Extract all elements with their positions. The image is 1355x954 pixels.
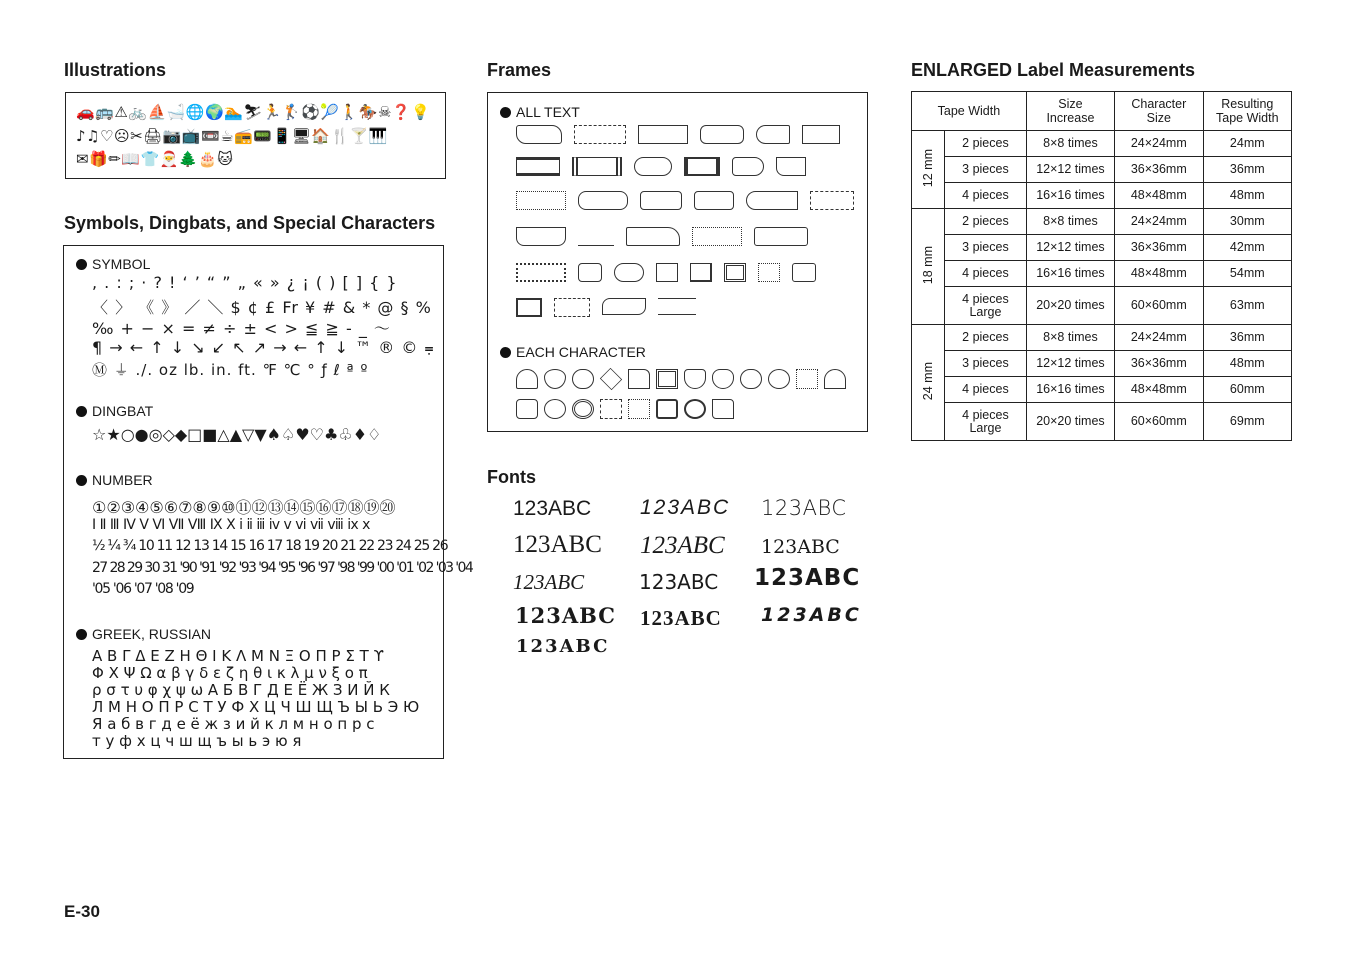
char-frame-sample (600, 368, 622, 390)
frame-row-2 (516, 157, 806, 176)
frame-sample (554, 298, 590, 317)
table-cell: 48mm (1203, 183, 1291, 209)
table-row (912, 157, 1292, 183)
symbol-line-2: 〈 〉 《 》 ／ ＼ $ ¢ £ Fr ¥ # & * @ § % (92, 298, 432, 317)
frame-sample (732, 157, 764, 176)
frame-sample (602, 298, 646, 315)
greek-subheading (76, 626, 211, 642)
frame-sample (746, 191, 798, 210)
frame-sample (578, 263, 602, 282)
frame-sample (614, 263, 644, 282)
char-frame-sample (516, 399, 538, 419)
table-cell: 12×12 times (1026, 351, 1114, 377)
symbol-line-3: ‰ + − × = ≠ ÷ ± < > ≦ ≧ - _ ～ (92, 319, 391, 338)
bullet-icon (500, 347, 511, 358)
char-frame-sample (544, 369, 566, 389)
table-header-row (912, 92, 1292, 131)
table-cell: 8×8 times (1026, 325, 1114, 351)
table-cell: 24×24mm (1115, 325, 1204, 351)
frame-sample (516, 191, 566, 210)
dingbat-label: DINGBAT (92, 403, 154, 419)
illustrations-title: Illustrations (64, 60, 167, 80)
frame-sample (802, 125, 840, 144)
greek-line-3: ρ σ τ υ φ χ ψ ω А Б В Г Д Е Ё Ж З И Й К (92, 681, 390, 699)
table-cell: 60×60mm (1115, 403, 1204, 441)
table-cell: 20×20 times (1026, 403, 1114, 441)
symbol-subheading (76, 256, 150, 272)
bullet-icon (76, 475, 87, 486)
greek-line-2: Φ Χ Ψ Ω α β γ δ ε ζ η θ ι κ λ μ ν ξ ο π (92, 664, 368, 682)
table-cell: 4 pieces (945, 183, 1027, 209)
header-size-increase: Size Increase (1026, 92, 1114, 131)
symbols-title: Symbols, Dingbats, and Special Characters (64, 213, 436, 233)
font-sample-11: 123ABC (640, 606, 722, 630)
each-char-label: EACH CHARACTER (516, 344, 646, 360)
char-frame-sample (712, 369, 734, 389)
char-frame-sample (572, 399, 594, 419)
symbol-line-5: Ⓜ ⏚ ./. oz lb. in. ft. ℉ ℃ ° ƒ ℓ ª º (92, 361, 369, 379)
frame-sample (776, 157, 806, 176)
frame-sample (578, 191, 628, 210)
frame-sample (574, 125, 626, 144)
table-cell: 24×24mm (1115, 209, 1204, 235)
char-frame-sample (796, 369, 818, 389)
measurements-title: ENLARGED Label Measurements (911, 60, 1196, 80)
frame-row-6 (516, 298, 696, 317)
table-cell: 2 pieces (945, 131, 1027, 157)
char-frame-sample (628, 399, 650, 419)
table-cell: 48mm (1203, 351, 1291, 377)
illustrations-line-3: ✉🎁✏📖👕🎅🌲🎂🐱 (76, 150, 234, 168)
table-cell: 36×36mm (1115, 235, 1204, 261)
frame-sample (754, 227, 808, 246)
table-cell: 4 pieces (945, 261, 1027, 287)
frame-sample (572, 157, 622, 176)
symbol-label: SYMBOL (92, 256, 151, 272)
greek-line-5: Я а б в г д е ё ж з и й к л м н о п р с (92, 715, 375, 733)
frame-sample (810, 191, 854, 210)
table-cell: 54mm (1203, 261, 1291, 287)
symbol-line-1: , . : ; · ? ! ‘ ’ “ ” „ « » ¿ ¡ ( ) [ ] { } (92, 273, 398, 292)
dingbat-line-1: ☆★○●◎◇◆□■△▲▽▼♠♤♥♡♣♧♦♢ (92, 425, 382, 444)
frame-sample (640, 191, 682, 210)
char-frame-sample (768, 369, 790, 389)
font-sample-2: 123ABC (640, 496, 731, 519)
table-cell: 16×16 times (1026, 183, 1114, 209)
char-frame-sample (516, 369, 538, 389)
bullet-icon (76, 259, 87, 270)
frame-sample (700, 125, 744, 144)
frame-sample (516, 227, 566, 246)
number-label: NUMBER (92, 472, 153, 488)
illustrations-line-1: 🚗🚌⚠🚲⛵🛁🌐🌍🏊⛷🏃🏌⚽🎾🚶🏇☠❓💡 (76, 103, 431, 121)
frame-sample (638, 125, 688, 144)
table-row (912, 287, 1292, 325)
number-line-1: ①②③④⑤⑥⑦⑧⑨⑩⑪⑫⑬⑭⑮⑯⑰⑱⑲⑳ (92, 498, 396, 517)
char-frame-sample (628, 369, 650, 389)
char-frame-sample (600, 399, 622, 419)
frame-sample (516, 125, 562, 144)
group-width-cell (912, 209, 945, 325)
table-row (912, 183, 1292, 209)
greek-line-4: Л М Н О П Р С Т У Ф Х Ц Ч Ш Щ Ъ Ы Ь Э Ю (92, 698, 420, 716)
page-number: E-30 (64, 902, 100, 921)
font-sample-7: 123ABC (513, 570, 585, 594)
char-frame-sample (544, 399, 566, 419)
frame-sample (684, 157, 720, 176)
table-cell: 3 pieces (945, 157, 1027, 183)
char-frame-sample (684, 399, 706, 419)
illustrations-line-2: ♪♫♡☹✂🖨📷📺📼☕📻📟📱🖥🏠🍴🍸🎹 (76, 127, 388, 145)
font-sample-9: 123ABC (754, 565, 861, 591)
frame-row-3 (516, 191, 854, 210)
frame-sample (756, 125, 790, 144)
font-sample-10: 123ABC (515, 603, 616, 628)
frame-sample (758, 263, 780, 282)
table-row (912, 235, 1292, 261)
char-frame-sample (712, 399, 734, 419)
frame-sample (792, 263, 816, 282)
frame-sample (634, 157, 672, 176)
table-cell: 30mm (1203, 209, 1291, 235)
table-cell: 24mm (1203, 131, 1291, 157)
header-character-size: Character Size (1115, 92, 1204, 131)
number-line-5: '05 '06 '07 '08 '09 (92, 581, 194, 597)
frame-sample (516, 263, 566, 282)
table-row (912, 351, 1292, 377)
char-frame-sample (656, 399, 678, 419)
table-row (912, 377, 1292, 403)
greek-line-1: Α Β Γ Δ Ε Ζ Η Θ Ι Κ Λ Μ Ν Ξ Ο Π Ρ Σ Τ ϒ (92, 647, 385, 665)
font-sample-3: 123ABC (761, 496, 847, 520)
font-sample-12: 123ABC (761, 604, 862, 626)
frame-sample (724, 263, 746, 282)
table-cell: 60×60mm (1115, 287, 1204, 325)
table-cell: 36mm (1203, 157, 1291, 183)
table-cell: 36mm (1203, 325, 1291, 351)
frames-box (487, 92, 868, 432)
greek-line-6: т у ф х ц ч ш щ ъ ы ь э ю я (92, 732, 302, 750)
font-sample-4: 123ABC (513, 531, 602, 558)
frame-row-1 (516, 125, 840, 144)
table-cell: 2 pieces (945, 325, 1027, 351)
group-width-label: 24 mm (920, 361, 935, 401)
font-sample-1: 123ABC (513, 497, 592, 520)
table-cell: 3 pieces (945, 351, 1027, 377)
frame-sample (626, 227, 680, 246)
font-sample-6: 123ABC (761, 536, 840, 558)
table-cell: 48×48mm (1115, 183, 1204, 209)
number-line-2: Ⅰ Ⅱ Ⅲ Ⅳ Ⅴ Ⅵ Ⅶ Ⅷ Ⅸ Ⅹ ⅰ ⅱ ⅲ ⅳ ⅴ ⅵ ⅶ ⅷ ⅸ ⅹ (92, 517, 370, 533)
table-cell: 24×24mm (1115, 131, 1204, 157)
table-cell: 8×8 times (1026, 131, 1114, 157)
table-row (912, 131, 1292, 157)
group-width-cell (912, 131, 945, 209)
frame-sample (516, 157, 560, 176)
table-cell: 4 pieces Large (945, 403, 1027, 441)
frame-sample (694, 191, 734, 210)
char-frame-sample (824, 369, 846, 389)
frames-title: Frames (487, 60, 552, 80)
symbol-line-4: ¶ → ← ↑ ↓ ↘ ↙ ↖ ↗ → ← ↑ ↓ ™ ® © ⩦ (92, 338, 435, 357)
table-cell: 36×36mm (1115, 351, 1204, 377)
char-frame-sample (572, 369, 594, 389)
char-frame-sample (684, 369, 706, 389)
frame-row-4 (516, 227, 808, 246)
measurements-table (911, 91, 1292, 441)
number-line-3: ½ ¼ ¾ 10 11 12 13 14 15 16 17 18 19 20 21 22 23 24 25 26 (92, 538, 448, 554)
table-cell: 12×12 times (1026, 235, 1114, 261)
illustrations-box (65, 92, 446, 179)
table-cell: 48×48mm (1115, 377, 1204, 403)
table-cell: 20×20 times (1026, 287, 1114, 325)
table-cell: 42mm (1203, 235, 1291, 261)
font-sample-8: 123ABC (639, 570, 719, 594)
number-line-4: 27 28 29 30 31 '90 '91 '92 '93 '94 '95 '96 '97 '98 '99 '00 '01 '02 '03 '04 (92, 560, 473, 576)
symbols-box (63, 245, 473, 759)
table-row (912, 209, 1292, 235)
table-cell: 48×48mm (1115, 261, 1204, 287)
char-frame-row-2 (516, 399, 734, 419)
frame-sample (578, 227, 614, 246)
frame-sample (692, 227, 742, 246)
frame-row-5 (516, 263, 816, 282)
all-text-label: ALL TEXT (516, 104, 580, 120)
table-cell: 60mm (1203, 377, 1291, 403)
all-text-subheading (500, 104, 580, 120)
char-frame-sample (740, 369, 762, 389)
frame-sample (690, 263, 712, 282)
fonts-title: Fonts (487, 467, 536, 487)
table-cell: 69mm (1203, 403, 1291, 441)
bullet-icon (76, 629, 87, 640)
group-width-label: 12 mm (920, 148, 935, 188)
table-cell: 4 pieces Large (945, 287, 1027, 325)
table-row (912, 325, 1292, 351)
table-cell: 36×36mm (1115, 157, 1204, 183)
frame-sample (656, 263, 678, 282)
greek-label: GREEK, RUSSIAN (92, 626, 212, 642)
frame-sample (658, 298, 696, 315)
table-cell: 63mm (1203, 287, 1291, 325)
bullet-icon (76, 406, 87, 417)
table-cell: 16×16 times (1026, 261, 1114, 287)
font-sample-5: 123ABC (640, 532, 725, 559)
number-subheading (76, 472, 153, 488)
group-width-label: 18 mm (920, 245, 935, 285)
table-row (912, 261, 1292, 287)
table-cell: 12×12 times (1026, 157, 1114, 183)
header-resulting-width: Resulting Tape Width (1203, 92, 1291, 131)
frame-sample (516, 298, 542, 317)
char-frame-sample (656, 369, 678, 389)
table-cell: 2 pieces (945, 209, 1027, 235)
bullet-icon (500, 107, 511, 118)
table-row (912, 403, 1292, 441)
table-cell: 16×16 times (1026, 377, 1114, 403)
table-cell: 3 pieces (945, 235, 1027, 261)
table-cell: 8×8 times (1026, 209, 1114, 235)
font-sample-13: 123ABC (516, 636, 610, 657)
table-cell: 4 pieces (945, 377, 1027, 403)
header-tape-width: Tape Width (912, 92, 1027, 131)
group-width-cell (912, 325, 945, 441)
char-frame-row-1 (516, 369, 846, 389)
each-char-subheading (500, 344, 646, 360)
dingbat-subheading (76, 403, 153, 419)
